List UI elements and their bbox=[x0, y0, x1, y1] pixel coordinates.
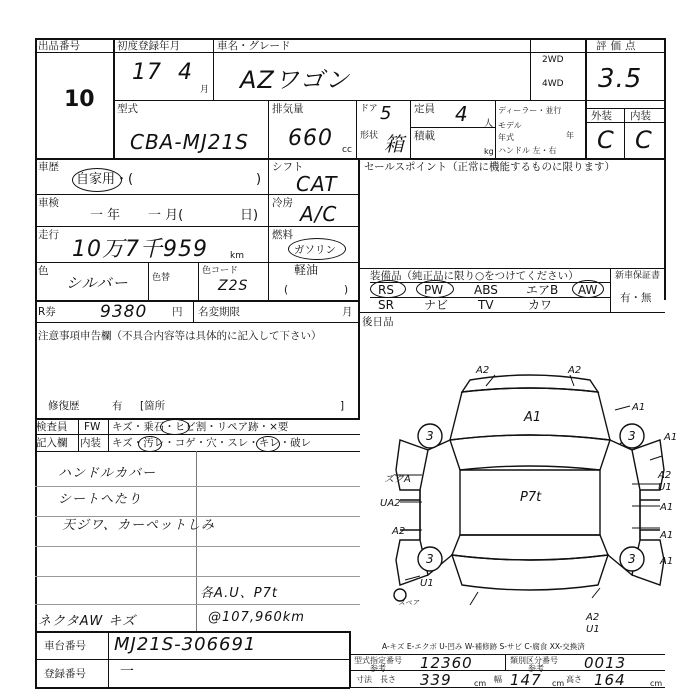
dealer-label: ディーラー・並行 bbox=[498, 106, 562, 115]
fuel-paren-close: ) bbox=[344, 284, 349, 296]
recycle-unit: 円 bbox=[172, 306, 183, 318]
diag-a2-left: A2 bbox=[392, 526, 406, 537]
diag-a1-right-2: A1 bbox=[664, 432, 678, 443]
h-row-chassis3 bbox=[35, 687, 350, 689]
drive-4wd: 4WD bbox=[542, 79, 564, 89]
diag-wheel-fr: 3 bbox=[628, 429, 636, 443]
reg-no-label: 登録番号 bbox=[44, 668, 86, 680]
fuel-paren-open: ( bbox=[284, 284, 289, 296]
reg-month: 4 bbox=[178, 60, 193, 85]
h-line-3 bbox=[35, 158, 665, 160]
later-label: 後日品 bbox=[362, 316, 394, 328]
type-sub: 参考 bbox=[370, 664, 386, 673]
class-sub: 参考 bbox=[528, 664, 544, 673]
name-label: 車名・グレード bbox=[217, 40, 291, 52]
h-row-equip bbox=[358, 268, 665, 269]
note-line-5: @107,960km bbox=[208, 610, 305, 625]
equip-tv: TV bbox=[478, 298, 494, 312]
model-year-unit: 年 bbox=[566, 131, 574, 140]
diag-a2-front-left: A2 bbox=[476, 365, 490, 376]
note-line-2: シートへたり bbox=[58, 492, 143, 507]
v-line-inspector2 bbox=[108, 418, 109, 451]
repair-value: 有 bbox=[112, 400, 123, 412]
inspector-row1-text: キズ・乗石・ヒビ割・リペア跡・×要 bbox=[112, 421, 289, 433]
color-code-value: Z2S bbox=[218, 278, 249, 294]
recycle-value: 9380 bbox=[100, 302, 148, 322]
diag-a1-right-4: A1 bbox=[660, 530, 674, 541]
color-change-label: 色替 bbox=[152, 273, 171, 283]
inspector-circle-2 bbox=[138, 436, 162, 452]
lot-label: 出品番号 bbox=[38, 40, 80, 52]
diag-wheel-fl: 3 bbox=[426, 429, 434, 443]
inspector-circle-1 bbox=[160, 419, 190, 435]
repair-close: ] bbox=[340, 400, 345, 412]
v-line-disp bbox=[356, 100, 357, 158]
v-line-name-end bbox=[530, 38, 531, 100]
recycle-label: R券 bbox=[38, 306, 56, 318]
notes-line-4 bbox=[35, 576, 360, 577]
h-row-chassis2 bbox=[35, 659, 350, 660]
border-right bbox=[664, 38, 666, 300]
wid-value: 147 bbox=[510, 671, 542, 689]
repair-label: 修復歴 bbox=[48, 400, 80, 412]
fuel-gas-circle bbox=[288, 238, 346, 260]
h-line-score2 bbox=[585, 122, 665, 123]
note-line-4: 各A.U、P7t bbox=[200, 586, 278, 601]
warranty-label: 新車保証書 bbox=[615, 271, 661, 281]
repair-place: [箇所 bbox=[140, 400, 166, 412]
h-row-recycle-end bbox=[35, 322, 360, 323]
h-row-inspector2 bbox=[35, 434, 360, 435]
color-value: シルバー bbox=[66, 274, 129, 292]
v-line-colorcode bbox=[198, 262, 199, 300]
h-row-history bbox=[35, 194, 268, 195]
h-line-score bbox=[585, 108, 665, 109]
name-change-value: 月 bbox=[342, 306, 353, 318]
notes-line-5 bbox=[35, 604, 360, 605]
h-row-inspector bbox=[35, 418, 360, 420]
inspector-row1-label: 検査員 bbox=[36, 421, 68, 433]
v-line-chassis-end bbox=[349, 631, 351, 688]
diag-ua2-left: UA2 bbox=[380, 498, 401, 509]
disp-value: 660 bbox=[288, 126, 333, 151]
shift-value: CAT bbox=[296, 172, 338, 196]
score-value: 3.5 bbox=[598, 64, 643, 94]
hei-unit: cm bbox=[650, 679, 663, 688]
reg-label: 初度登録年月 bbox=[117, 40, 180, 52]
diag-a2-front-right: A2 bbox=[568, 365, 582, 376]
notes-line-1 bbox=[35, 486, 360, 487]
model-value: CBA-MJ21S bbox=[130, 130, 249, 154]
cap-label: 定員 bbox=[414, 103, 435, 115]
int-label: 内装 bbox=[630, 110, 651, 122]
equip-title: 装備品（純正品に限り○をつけてください） bbox=[370, 270, 579, 282]
type-value: 12360 bbox=[420, 654, 473, 672]
chassis-label: 車台番号 bbox=[44, 640, 86, 652]
inspector-circle-3 bbox=[256, 436, 280, 452]
inspect-label: 車検 bbox=[38, 197, 59, 209]
mileage-label: 走行 bbox=[38, 229, 59, 241]
note-line-1: ハンドルカバー bbox=[58, 466, 157, 481]
equip-airbag: エアB bbox=[526, 283, 559, 297]
shift-label: シフト bbox=[272, 161, 304, 173]
door-label: ドア bbox=[360, 104, 378, 114]
h-row-recycle bbox=[35, 300, 360, 302]
load-unit: kg bbox=[484, 147, 494, 156]
history-label: 車歴 bbox=[38, 161, 59, 173]
h-line-1 bbox=[35, 52, 665, 53]
shape-value: 箱 bbox=[384, 132, 405, 156]
history-close: ) bbox=[256, 172, 262, 187]
drive-2wd: 2WD bbox=[542, 55, 564, 65]
int-value: C bbox=[635, 126, 653, 154]
equip-rs: RS bbox=[378, 283, 394, 297]
type-label: 型式指定番号 bbox=[354, 656, 402, 665]
equip-aw-circle bbox=[572, 280, 604, 298]
inspect-year: 一 年 bbox=[90, 208, 121, 223]
diag-a2-right: A2 bbox=[658, 470, 672, 481]
v-line-door bbox=[410, 100, 411, 158]
v-line-model bbox=[268, 100, 269, 158]
name-change-label: 名変期限 bbox=[198, 306, 240, 318]
hei-value: 164 bbox=[594, 671, 626, 689]
inspector-row2-sub: 内装 bbox=[80, 437, 101, 449]
v-line-inspector bbox=[78, 418, 79, 451]
diag-zuka-left: ズクA bbox=[384, 474, 411, 485]
diag-a1-right-5: A1 bbox=[660, 556, 674, 567]
ext-label: 外装 bbox=[591, 110, 612, 122]
size-label: 寸法 bbox=[356, 675, 372, 684]
inspector-row2-label: 記入欄 bbox=[36, 437, 68, 449]
reg-no-value: 一 bbox=[120, 664, 134, 680]
v-line-cap bbox=[495, 100, 496, 158]
len-value: 339 bbox=[420, 671, 452, 689]
inspect-day: 日) bbox=[240, 208, 259, 223]
lot-value: 10 bbox=[64, 87, 95, 112]
shape-label: 形状 bbox=[360, 131, 379, 141]
disp-label: 排気量 bbox=[272, 103, 304, 115]
inspector-row1-sub: FW bbox=[84, 421, 101, 433]
border-left bbox=[35, 38, 37, 688]
h-line-cap bbox=[410, 127, 495, 128]
equip-sr: SR bbox=[378, 298, 394, 312]
warranty-value: 有・無 bbox=[620, 292, 652, 304]
diag-u1-right: U1 bbox=[658, 482, 672, 493]
h-row-equip4 bbox=[358, 312, 665, 313]
equip-pw: PW bbox=[424, 283, 444, 297]
mileage-value: 10万7千959 bbox=[72, 237, 208, 262]
history-value: 自家用・( bbox=[76, 172, 134, 187]
wid-unit: cm bbox=[552, 679, 565, 688]
notes-line-3 bbox=[35, 546, 360, 547]
handle-label: ハンドル 左・右 bbox=[498, 146, 557, 155]
h-row-chassis bbox=[35, 631, 350, 633]
v-line-reg bbox=[213, 38, 214, 100]
equip-navi: ナビ bbox=[424, 298, 449, 312]
model-year-label: モデル年式 bbox=[498, 121, 522, 142]
score-label: 評価点 bbox=[596, 40, 640, 52]
v-line-score bbox=[585, 38, 587, 158]
sales-label: セールスポイント（正常に機能するものに限ります） bbox=[364, 161, 616, 173]
fuel-diesel: 軽油 bbox=[294, 263, 319, 277]
diag-a1-hood: A1 bbox=[524, 410, 542, 425]
ac-label: 冷房 bbox=[272, 197, 293, 209]
inspector-row2-text: キズ・汚レ・コゲ・穴・スレ・キレ・破レ bbox=[112, 437, 312, 449]
equip-leather: カワ bbox=[528, 298, 553, 312]
hei-label: 高さ bbox=[566, 675, 582, 684]
note-line-3: 天ジワ、カーペットしみ bbox=[62, 518, 215, 533]
diag-u1-left-rear: U1 bbox=[420, 578, 434, 589]
equip-pw-circle bbox=[416, 280, 454, 298]
v-line-recycle bbox=[193, 300, 194, 322]
h-row-inspect bbox=[35, 226, 268, 227]
equip-aw: AW bbox=[578, 283, 598, 297]
chassis-value: MJ21S-306691 bbox=[114, 634, 257, 655]
color-code-label: 色コード bbox=[202, 266, 239, 276]
diag-spare: スペア bbox=[398, 599, 419, 607]
diag-wheel-rl: 3 bbox=[426, 552, 434, 566]
v-line-midleft bbox=[268, 158, 269, 300]
cap-unit: 人 bbox=[484, 119, 494, 129]
reg-month-unit: 月 bbox=[200, 85, 210, 95]
v-line-extint bbox=[624, 108, 625, 158]
equip-rs-circle bbox=[370, 280, 406, 298]
door-value: 5 bbox=[380, 103, 393, 124]
history-circle bbox=[72, 168, 122, 192]
v-line-colorchange bbox=[148, 262, 149, 300]
inspect-month: 一 月( bbox=[148, 208, 184, 223]
equip-abs: ABS bbox=[474, 283, 498, 297]
diag-u1-rear: U1 bbox=[586, 624, 600, 635]
ext-value: C bbox=[597, 126, 615, 154]
disp-unit: cc bbox=[342, 145, 352, 155]
color-label: 色 bbox=[38, 265, 49, 277]
diag-a1-right-1: A1 bbox=[632, 402, 646, 413]
class-value: 0013 bbox=[584, 654, 627, 672]
diag-p7t-roof: P7t bbox=[520, 490, 542, 505]
v-line-specs-mid bbox=[505, 654, 506, 670]
cap-value: 4 bbox=[455, 102, 469, 126]
h-row-inspector3 bbox=[35, 451, 360, 452]
diag-a2-rear: A2 bbox=[586, 612, 600, 623]
len-label: 長さ bbox=[380, 675, 396, 684]
fuel-gas: ガソリン bbox=[294, 244, 336, 256]
diagram-legend: A-キズ E-エクボ U-凹み W-補修跡 S-サビ C-腐食 XX-交換済 bbox=[382, 642, 585, 651]
mileage-unit: km bbox=[230, 251, 244, 261]
load-label: 積載 bbox=[414, 130, 435, 142]
wid-label: 幅 bbox=[494, 675, 502, 684]
len-unit: cm bbox=[474, 679, 487, 688]
h-line-2 bbox=[113, 100, 664, 101]
note-line-6: ネクタAW キズ bbox=[38, 614, 137, 629]
v-line-warranty bbox=[610, 268, 611, 312]
diag-a1-right-3: A1 bbox=[660, 502, 674, 513]
model-label: 型式 bbox=[117, 103, 138, 115]
diag-wheel-rr: 3 bbox=[628, 552, 636, 566]
reg-year: 17 bbox=[132, 60, 162, 85]
v-line-lot bbox=[113, 38, 115, 158]
fuel-label: 燃料 bbox=[272, 229, 293, 241]
v-line-chassis bbox=[108, 631, 109, 688]
caution-label: 注意事項申告欄（不具合内容等は具体的に記入して下さい） bbox=[38, 330, 322, 342]
class-label: 類別区分番号 bbox=[510, 656, 558, 665]
name-value: AZワゴン bbox=[240, 66, 350, 94]
h-row-ac bbox=[268, 226, 358, 227]
ac-value: A/C bbox=[300, 202, 338, 226]
